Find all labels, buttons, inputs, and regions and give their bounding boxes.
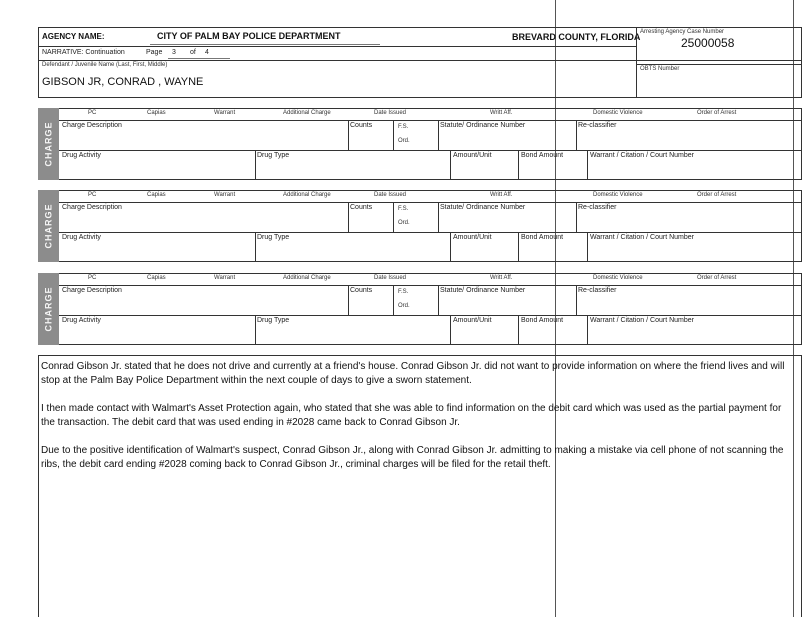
warrant-citation-label: Warrant / Citation / Court Number	[590, 234, 694, 241]
header-line-2	[38, 60, 802, 61]
charge-tab-label: CHARGE	[43, 203, 54, 249]
case-number-label: Arresting Agency Case Number	[640, 29, 725, 35]
charge-option-label: Additional Charge	[283, 275, 331, 281]
counts-label: Counts	[350, 122, 373, 129]
charge-block-border	[38, 273, 802, 345]
charge-option-label: PC	[88, 275, 97, 281]
drug-activity-label: Drug Activity	[62, 234, 101, 241]
bond-amount-label: Bond Amount	[521, 317, 564, 324]
charge-description-label: Charge Description	[62, 122, 122, 129]
charge-description-label: Charge Description	[62, 287, 122, 294]
narrative-paragraph-1: Conrad Gibson Jr. stated that he does not drive and currently at a friend's house. Conrad Gibson Jr. did not want to provide information on where the friend lives and will stop at the Palm Bay Police Department within the next couple of days to give a sworn statement.	[41, 361, 785, 386]
charge-option-label: Domestic Violence	[593, 275, 643, 281]
fs-label: F.S.	[398, 289, 409, 295]
charge-option-label: Writt Aff.	[490, 110, 513, 116]
charge-divider	[255, 315, 256, 345]
charge-option-label: Additional Charge	[283, 192, 331, 198]
charge-option-label: Order of Arrest	[697, 192, 737, 198]
charge-divider	[438, 285, 439, 315]
charge-option-label: Domestic Violence	[593, 110, 643, 116]
drug-activity-label: Drug Activity	[62, 152, 101, 159]
charge-option-label: Domestic Violence	[593, 192, 643, 198]
charge-divider	[348, 120, 349, 150]
charge-divider	[518, 150, 519, 180]
bond-amount-label: Bond Amount	[521, 152, 564, 159]
charge-option-label: Writt Aff.	[490, 275, 513, 281]
obts-top-line	[636, 64, 802, 65]
charge-divider	[255, 150, 256, 180]
page-total: 4	[205, 49, 209, 56]
ord-label: Ord.	[398, 220, 410, 226]
amount-unit-label: Amount/Unit	[453, 317, 492, 324]
drug-type-label: Drug Type	[257, 234, 290, 241]
charge-divider	[576, 202, 577, 232]
charge-row1-line	[59, 120, 802, 121]
charge-divider	[438, 120, 439, 150]
reclassifier-label: Re-classifier	[578, 287, 617, 294]
charge-divider	[255, 232, 256, 262]
charge-option-label: Capias	[147, 110, 166, 116]
charge-tab-label: CHARGE	[43, 121, 54, 167]
charge-divider	[518, 232, 519, 262]
charge-block	[38, 273, 802, 345]
counts-label: Counts	[350, 287, 373, 294]
charge-option-label: Date Issued	[374, 192, 407, 198]
charge-block-border	[38, 108, 802, 180]
drug-activity-label: Drug Activity	[62, 317, 101, 324]
charge-divider	[450, 315, 451, 345]
case-number: 25000058	[681, 36, 735, 50]
charge-row1-line	[59, 202, 802, 203]
statute-label: Statute/ Ordinance Number	[440, 204, 526, 211]
amount-unit-label: Amount/Unit	[453, 234, 492, 241]
charge-tab	[38, 190, 59, 262]
warrant-citation-label: Warrant / Citation / Court Number	[590, 152, 694, 159]
reclassifier-label: Re-classifier	[578, 204, 617, 211]
charge-divider	[576, 120, 577, 150]
warrant-citation-label: Warrant / Citation / Court Number	[590, 317, 694, 324]
of-label: of	[190, 49, 196, 56]
defendant-name: GIBSON JR, CONRAD , WAYNE	[42, 76, 204, 88]
charge-row2-line	[59, 150, 802, 151]
charge-option-label: Additional Charge	[283, 110, 331, 116]
statute-label: Statute/ Ordinance Number	[440, 122, 526, 129]
obts-label: OBTS Number	[640, 66, 680, 72]
charge-option-label: Warrant	[214, 275, 236, 281]
county-name: BREVARD COUNTY, FLORIDA	[512, 32, 641, 42]
charge-option-label: Warrant	[214, 192, 236, 198]
charge-block-border	[38, 190, 802, 262]
agency-name: CITY OF PALM BAY POLICE DEPARTMENT	[157, 31, 341, 41]
charge-option-label: Writt Aff.	[490, 192, 513, 198]
charge-tab-label: CHARGE	[43, 286, 54, 332]
charge-divider	[576, 285, 577, 315]
charge-divider	[348, 285, 349, 315]
charge-option-label: Capias	[147, 192, 166, 198]
drug-type-label: Drug Type	[257, 152, 290, 159]
fs-label: F.S.	[398, 124, 409, 130]
charge-option-label: Capias	[147, 275, 166, 281]
narrative-paragraph-2: I then made contact with Walmart's Asset Protection again, who stated that she was able to find information on the debit card which was used as the partial payment for the transaction. The debit card that was used ending in #2028 came back to Conrad Gibson Jr.	[41, 403, 782, 428]
ord-label: Ord.	[398, 138, 410, 144]
statute-label: Statute/ Ordinance Number	[440, 287, 526, 294]
ord-label: Ord.	[398, 303, 410, 309]
charge-option-label: PC	[88, 110, 97, 116]
agency-label: AGENCY NAME:	[42, 32, 105, 41]
narrative-paragraph-3: Due to the positive identification of Walmart's suspect, Conrad Gibson Jr., along with Conrad Gibson Jr. admitting to making a mistake via cell phone of not scanning the ribs, the debit card ending #2028 coming back to Conrad Gibson Jr., criminal charges will be filed for the retail theft.	[41, 445, 784, 470]
amount-unit-label: Amount/Unit	[453, 152, 492, 159]
header-line-1	[38, 46, 636, 47]
charge-block	[38, 108, 802, 180]
bond-amount-label: Bond Amount	[521, 234, 564, 241]
charge-divider	[450, 150, 451, 180]
charge-divider	[587, 150, 588, 180]
charge-divider	[348, 202, 349, 232]
charge-tab	[38, 108, 59, 180]
charge-description-label: Charge Description	[62, 204, 122, 211]
charge-divider	[518, 315, 519, 345]
charge-option-label: Order of Arrest	[697, 275, 737, 281]
drug-type-label: Drug Type	[257, 317, 290, 324]
counts-label: Counts	[350, 204, 373, 211]
charge-divider	[587, 315, 588, 345]
charge-option-label: Order of Arrest	[697, 110, 737, 116]
defendant-label: Defendant / Juvenile Name (Last, First, Middle)	[42, 62, 168, 68]
agency-underline	[150, 44, 380, 45]
charge-option-label: Date Issued	[374, 110, 407, 116]
charge-divider	[587, 232, 588, 262]
charge-divider	[393, 120, 394, 150]
charge-divider	[450, 232, 451, 262]
charge-tab	[38, 273, 59, 345]
charge-row2-line	[59, 232, 802, 233]
charge-divider	[393, 285, 394, 315]
page-underline	[168, 58, 230, 59]
case-box-divider	[636, 27, 637, 98]
charge-block	[38, 190, 802, 262]
narrative-text	[41, 360, 796, 472]
reclassifier-label: Re-classifier	[578, 122, 617, 129]
charge-option-label: Warrant	[214, 110, 236, 116]
charge-divider	[393, 202, 394, 232]
page-number: 3	[172, 49, 176, 56]
charge-option-label: PC	[88, 192, 97, 198]
charge-option-label: Date Issued	[374, 275, 407, 281]
charge-row2-line	[59, 315, 802, 316]
page-label: Page	[146, 49, 163, 56]
charge-divider	[438, 202, 439, 232]
narrative-label: NARRATIVE: Continuation	[42, 49, 125, 56]
fs-label: F.S.	[398, 206, 409, 212]
charge-row1-line	[59, 285, 802, 286]
